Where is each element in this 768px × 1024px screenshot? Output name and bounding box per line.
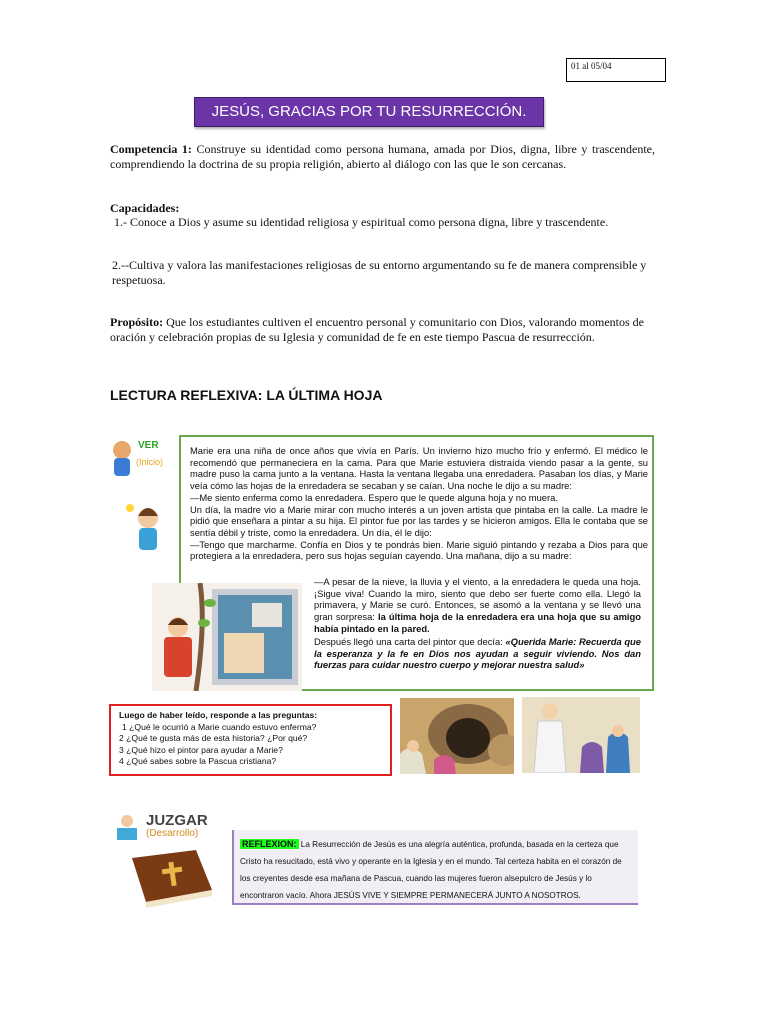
- ver-label: VER: [138, 440, 159, 451]
- competencia-paragraph: [110, 142, 655, 172]
- question-item: 4 ¿Qué sabes sobre la Pascua cristiana?: [119, 756, 277, 766]
- ver-sub-label: (Inicio): [136, 457, 164, 467]
- proposito-paragraph: [110, 315, 655, 345]
- capacidad-item-2: 2.--Cultiva y valora las manifestaciones religiosas de su entorno argumentando su fe de manera comprensible y respetuosa.: [112, 258, 647, 287]
- date-box: 01 al 05/04: [566, 58, 666, 82]
- questions-box: [109, 704, 392, 776]
- juzgar-sub-label: (Desarrollo): [146, 828, 199, 839]
- story-quote-3: —A pesar de la nieve, la lluvia y el viento, a la enredadera le queda una hoja. ¡Sigue viva! Cuando la miro, siento que debo ser fuerte como ella. Llegó la primavera, y Marie se curó. Entonces, se asomó a la ventana y se llevó una gran sorpresa:: [314, 576, 641, 623]
- story-quote-2: —Tengo que marcharme. Confía en Dios y te pondrás bien. Marie siguió pintando y rezaba a Dios para que protegiera a la enredadera, pero sus hojas seguían cayendo. Una mañana, dijo a su madre:: [190, 538, 648, 562]
- questions-heading: Luego de haber leído, responde a las preguntas:: [119, 710, 318, 720]
- story-paragraph-1: Marie era una niña de once años que vivía en París. Un invierno hizo mucho frío y enfermó. El médico le recomendó que permaneciera en la cama. Para que Marie estuviera distraída viendo pasar a la gente, su madre puso la cama junto a la ventana. Hasta la ventana llegaba una enredadera. Pasaban los días, y Marie veía cómo las hojas de la enredadera se secaban y se caían. Una noche le dijo a su madre:: [190, 445, 648, 492]
- story-quote-3-bold: la última hoja de la enredadera era una hoja que su amigo había pintado en la pared.: [314, 611, 641, 634]
- bible-icon: [126, 844, 218, 908]
- competencia-label: Competencia 1:: [110, 142, 192, 156]
- juzgar-label: JUZGAR: [146, 812, 208, 829]
- empty-tomb-image: [400, 698, 514, 774]
- reflexion-label: REFLEXION:: [242, 839, 297, 849]
- reflexion-text: La Resurrección de Jesús es una alegría auténtica, profunda, basada en la certeza que Cristo ha resucitado, está vivo y operante en la Iglesia y en el mundo. Tal certeza habita en el corazón de los creyentes desde esa mañana de Pascua, cuando las mujeres fueron alsepulcro de Jesús y lo encontraron vacío. Ahora JESÚS VIVE Y SIEMPRE PERMANECERÁ JUNTO A NOSOTROS.: [240, 840, 622, 900]
- story-illustration: [152, 583, 302, 691]
- story-final: [314, 636, 641, 671]
- story-bottom: [314, 576, 641, 635]
- story-top: [190, 445, 648, 562]
- story-quote-1: —Me siento enferma como la enredadera. Espero que le quede alguna hoja y no muera.: [190, 491, 558, 503]
- competencia-text: Construye su identidad como persona humana, amada por Dios, digna, libre y trascendente, comprendiendo la doctrina de su propia religión, abierto al diálogo con las que le son cercanas.: [110, 142, 655, 171]
- question-item: 3 ¿Qué hizo el pintor para ayudar a Marie?: [119, 744, 283, 755]
- capacidad-item-1: 1.- Conoce a Dios y asume su identidad religiosa y espiritual como persona digna, libre y trascendente.: [114, 215, 609, 229]
- proposito-text: Que los estudiantes cultiven el encuentro personal y comunitario con Dios, valorando momentos de oración y celebración propias de su Iglesia y comunidad de fe en este tiempo Pascua de resurrección.: [110, 315, 644, 344]
- reflexion-box: [232, 830, 638, 905]
- question-item: 2 ¿Qué te gusta más de esta historia? ¿Por qué?: [119, 733, 308, 743]
- story-final-a: Después llegó una carta del pintor que decía:: [314, 636, 506, 647]
- reading-icon: [112, 812, 142, 842]
- capacidades-label: Capacidades:: [110, 201, 180, 215]
- proposito-label: Propósito:: [110, 315, 164, 329]
- story-final-letter: «Querida Marie: Recuerda que la esperanza y la fe en Dios nos ayudan a seguir viviendo. Nos dan fuerzas para cuidar nuestro cuerpo y mejorar nuestra salud»: [314, 636, 641, 671]
- page-title: JESÚS, GRACIAS POR TU RESURRECCIÓN.: [194, 97, 544, 127]
- question-item: 1 ¿Qué le ocurrió a Marie cuando estuvo enferma?: [122, 721, 317, 732]
- resurrection-image: [522, 697, 640, 773]
- story-paragraph-2: Un día, la madre vio a Marie mirar con mucho interés a un joven artista que pintaba en la calle. La madre le pidió que enseñara a pintar a su hija. El pintor fue por las tardes y se hicieron amigos. Ella le contaba que se sentía débil y triste, como la enredadera. Un día, él le dijo:: [190, 503, 648, 538]
- lectura-title: LECTURA REFLEXIVA: LA ÚLTIMA HOJA: [110, 387, 383, 403]
